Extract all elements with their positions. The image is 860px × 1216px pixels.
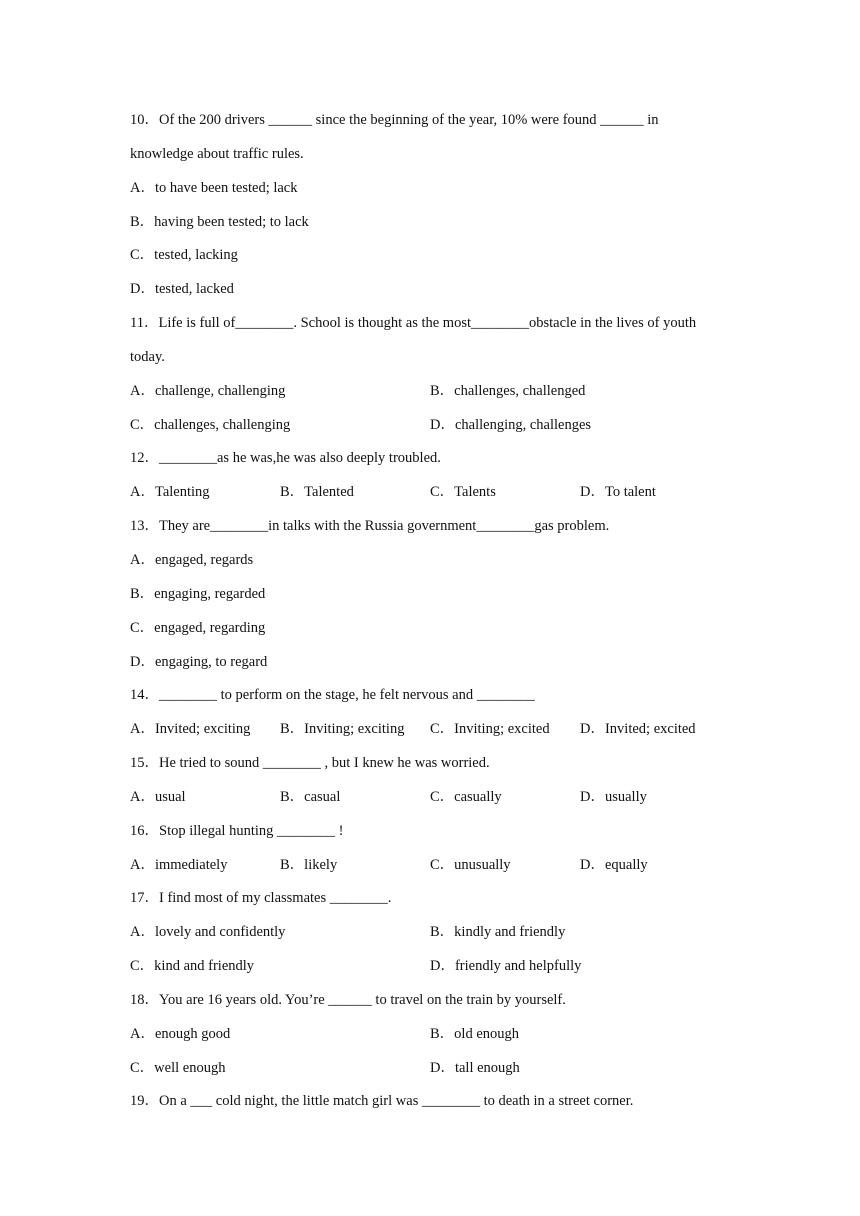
answer-option: C．well enough (130, 1059, 226, 1076)
answer-option: B．kindly and friendly (430, 924, 566, 941)
answer-option: C．Talents (430, 484, 496, 501)
answer-option: B．challenges, challenged (430, 382, 586, 399)
question-stem: 15．He tried to sound ________ , but I knew he was worried. (130, 755, 490, 772)
answer-option: D．To talent (580, 484, 656, 501)
answer-option: C．unusually (430, 856, 511, 873)
question-13 (130, 510, 730, 679)
question-stem: 12．________as he was,he was also deeply troubled. (130, 450, 441, 467)
question-11 (130, 307, 730, 442)
question-stem: 14．________ to perform on the stage, he felt nervous and ________ (130, 687, 535, 704)
answer-option: C．tested, lacking (130, 247, 238, 264)
answer-options-row (130, 375, 730, 409)
question-stem: 19．On a ___ cold night, the little match girl was ________ to death in a street corner. (130, 1093, 634, 1110)
answer-option: D．engaging, to regard (130, 653, 268, 670)
answer-option: A．Invited; exciting (130, 721, 251, 738)
answer-option: C．casually (430, 788, 502, 805)
question-12 (130, 442, 730, 510)
question-stem: 13．They are________in talks with the Russia government________gas problem. (130, 518, 610, 535)
question-16 (130, 815, 730, 883)
answer-option: A．lovely and confidently (130, 924, 286, 941)
answer-option: A．to have been tested; lack (130, 179, 298, 196)
answer-options-row (130, 849, 730, 883)
question-stem: knowledge about traffic rules. (130, 145, 304, 162)
question-list (130, 104, 730, 1119)
answer-options-row (130, 1052, 730, 1086)
answer-options-row (130, 950, 730, 984)
answer-option: C．challenges, challenging (130, 416, 291, 433)
answer-option: D．equally (580, 856, 648, 873)
question-10 (130, 104, 730, 307)
answer-option: B．Inviting; exciting (280, 721, 405, 738)
answer-options-row (130, 476, 730, 510)
answer-option: D．challenging, challenges (430, 416, 592, 433)
answer-option: B．having been tested; to lack (130, 213, 309, 230)
answer-options-row (130, 1018, 730, 1052)
question-stem: 18．You are 16 years old. You’re ______ to travel on the train by yourself. (130, 991, 566, 1008)
answer-option: D．tall enough (430, 1059, 520, 1076)
answer-option: B．likely (280, 856, 338, 873)
answer-option: A．challenge, challenging (130, 382, 286, 399)
question-stem: 11．Life is full of________. School is thought as the most________obstacle in the lives of youth (130, 315, 697, 332)
answer-option: B．engaging, regarded (130, 585, 266, 602)
answer-option: B．casual (280, 788, 341, 805)
answer-option: D．usually (580, 788, 647, 805)
question-19 (130, 1085, 730, 1119)
answer-option: A．enough good (130, 1025, 231, 1042)
answer-options-row (130, 713, 730, 747)
answer-option: C．Inviting; excited (430, 721, 550, 738)
answer-option: C．kind and friendly (130, 958, 255, 975)
answer-option: A．immediately (130, 856, 228, 873)
question-stem: 16．Stop illegal hunting ________ ! (130, 822, 344, 839)
question-14 (130, 679, 730, 747)
answer-options-row (130, 916, 730, 950)
answer-option: D．friendly and helpfully (430, 958, 582, 975)
answer-option: A．Talenting (130, 484, 210, 501)
question-18 (130, 984, 730, 1086)
question-stem: today. (130, 348, 165, 365)
answer-option: B．Talented (280, 484, 354, 501)
question-15 (130, 747, 730, 815)
answer-options-row (130, 409, 730, 443)
question-stem: 17．I find most of my classmates ________. (130, 890, 392, 907)
answer-option: D．tested, lacked (130, 281, 234, 298)
answer-option: A．engaged, regards (130, 551, 254, 568)
answer-option: B．old enough (430, 1025, 520, 1042)
answer-option: D．Invited; excited (580, 721, 696, 738)
question-17 (130, 882, 730, 984)
question-stem: 10．Of the 200 drivers ______ since the beginning of the year, 10% were found ______ in (130, 112, 659, 128)
answer-options-row (130, 781, 730, 815)
answer-option: A．usual (130, 788, 186, 805)
answer-option: C．engaged, regarding (130, 619, 266, 636)
